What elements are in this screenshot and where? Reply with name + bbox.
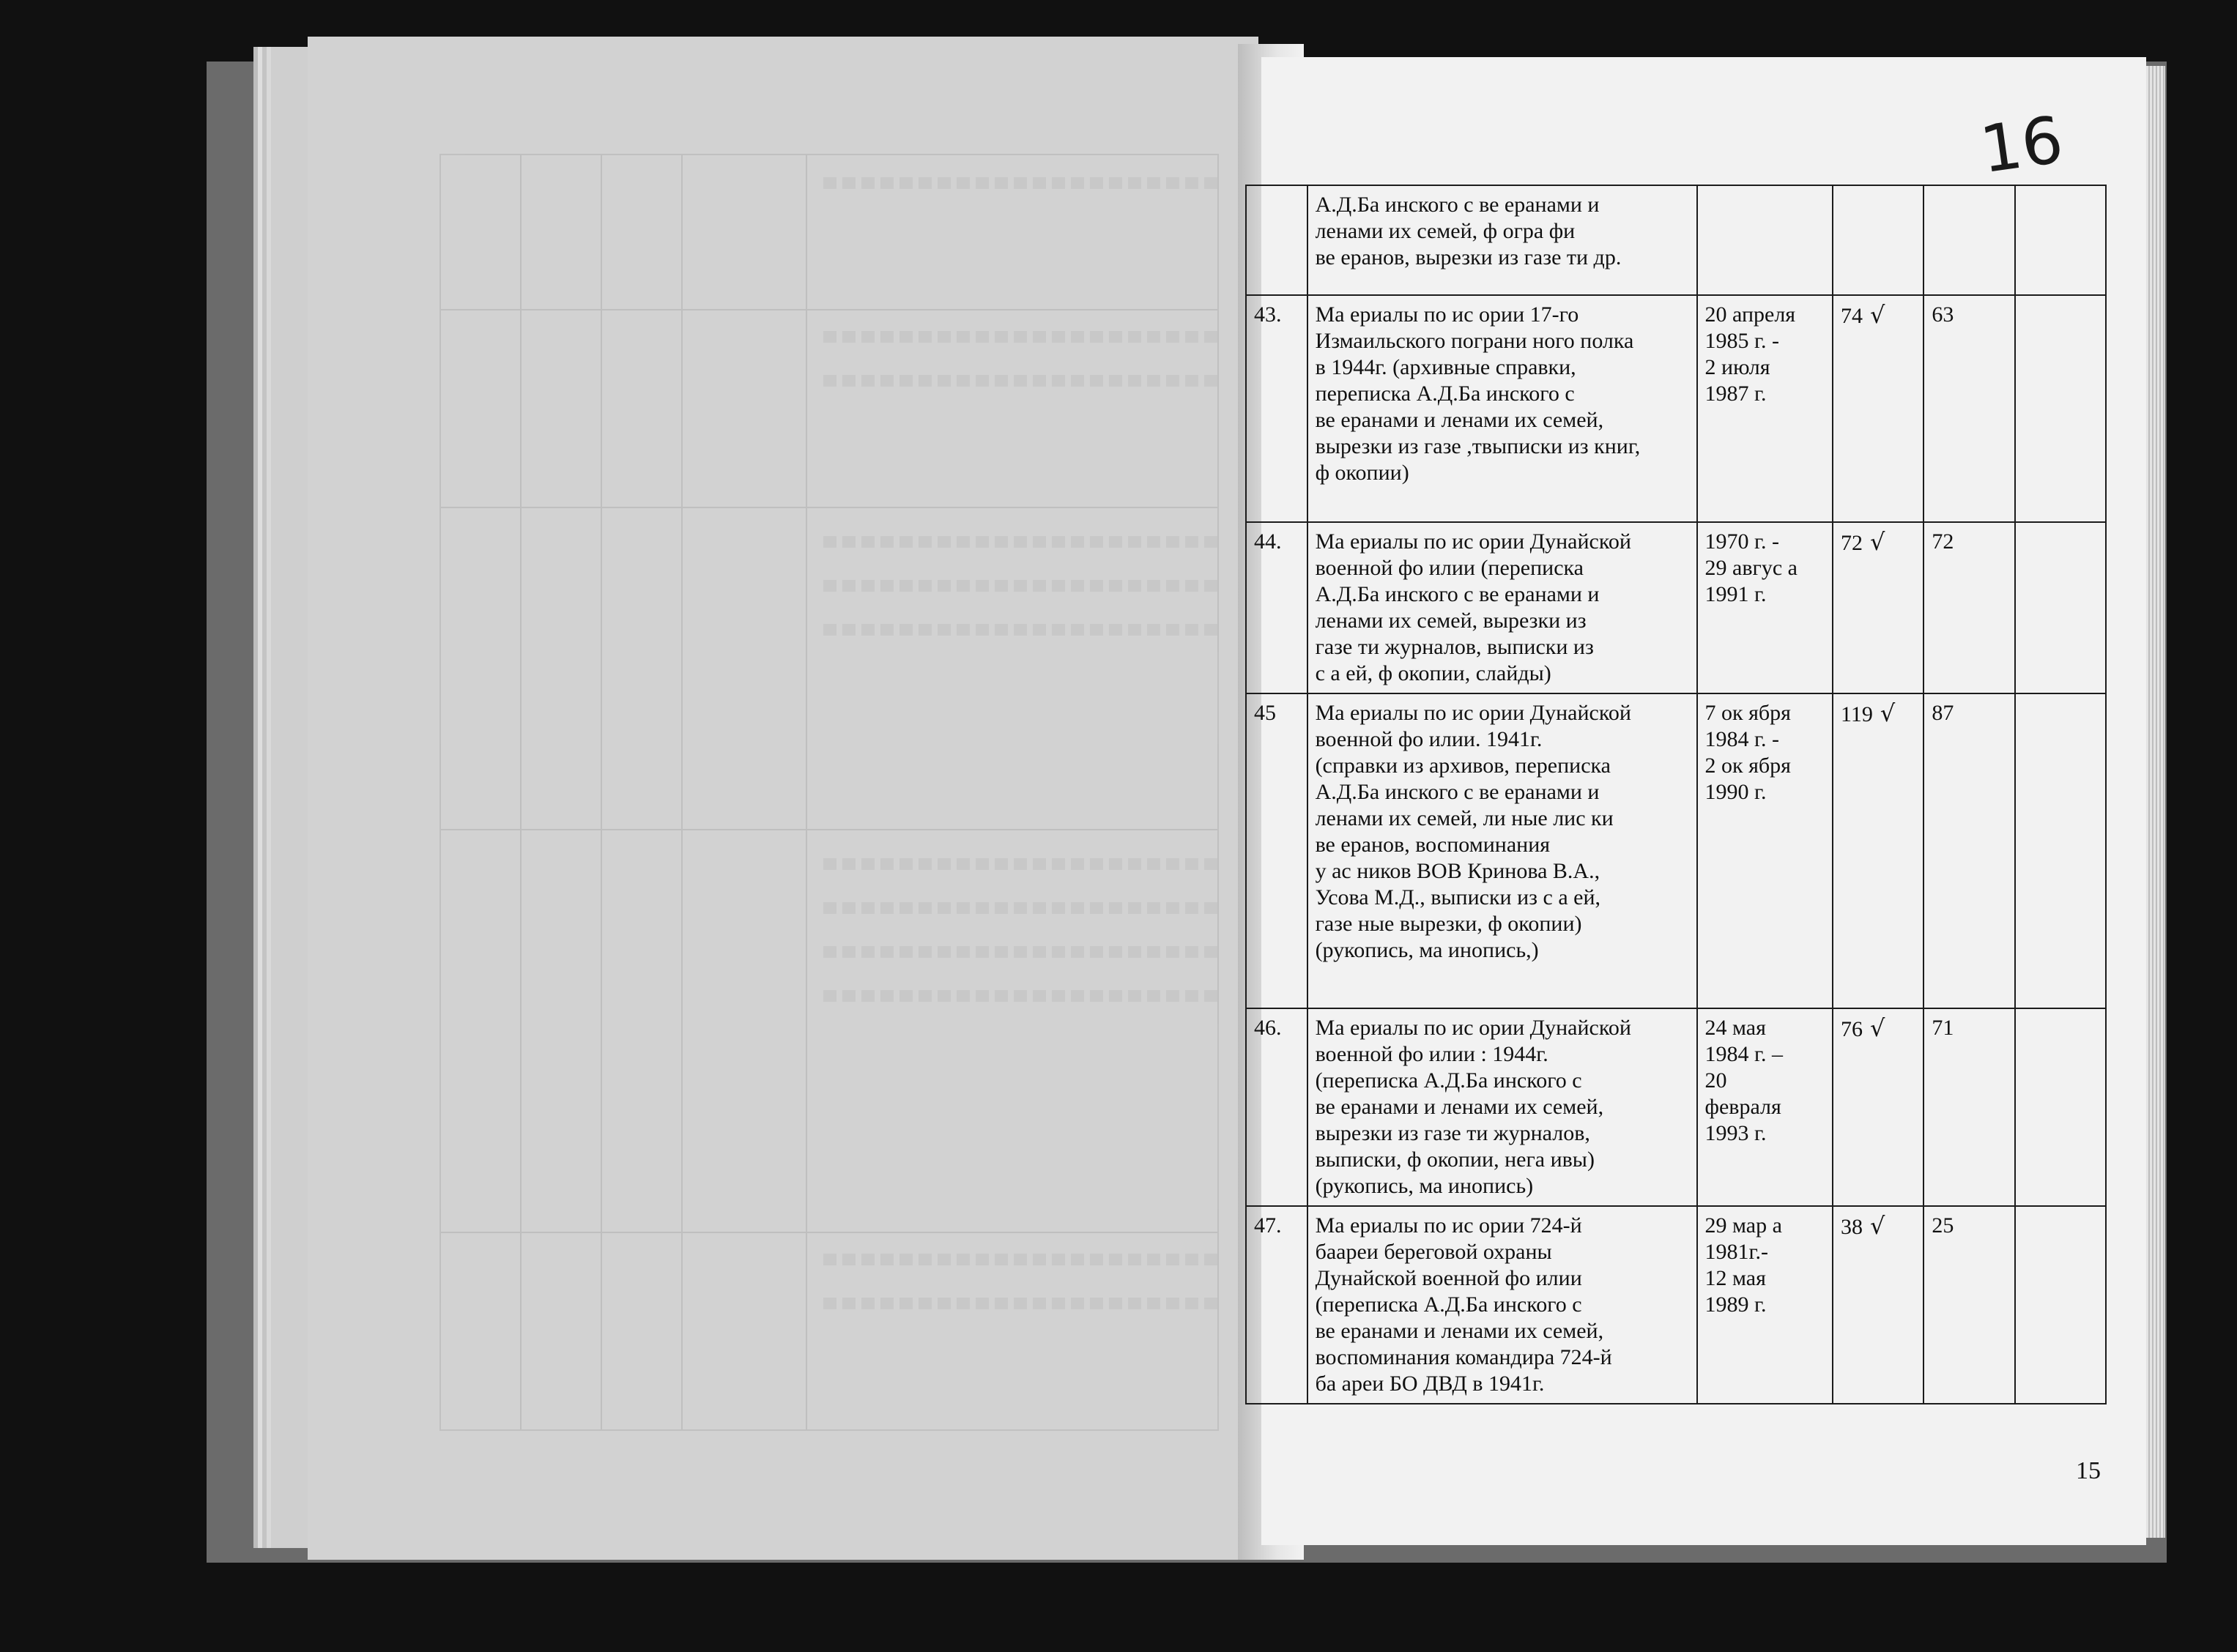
- date-line: 20 апреля: [1704, 302, 1796, 327]
- title-line: с а ей, ф окопии, слайды): [1315, 661, 1551, 685]
- title-line: выписки, ф окопии, нега ивы): [1315, 1147, 1595, 1172]
- table-row: [1246, 1206, 2106, 1404]
- sheet-count: [1833, 1008, 1923, 1206]
- sheet-count-value: 76: [1841, 1017, 1863, 1041]
- table-row: [1246, 185, 2106, 295]
- title-line: А.Д.Ба инского с ве еранами и: [1315, 193, 1600, 217]
- case-title: [1307, 522, 1697, 693]
- date-line: 2 июля: [1704, 355, 1770, 379]
- case-dates: [1697, 295, 1833, 522]
- sheet-count-value: 119: [1841, 702, 1873, 726]
- case-number: 87: [1923, 693, 2014, 1008]
- title-line: ленами их семей, ф огра фи: [1315, 219, 1576, 243]
- note-cell: [2015, 1206, 2106, 1404]
- title-line: переписка А.Д.Ба инского с: [1315, 382, 1575, 406]
- row-number: 47.: [1246, 1206, 1307, 1404]
- case-dates: [1697, 185, 1833, 295]
- title-line: Ма ериалы по ис ории Дунайской: [1315, 1016, 1631, 1040]
- sheet-count-value: 72: [1841, 531, 1863, 555]
- title-line: Ма ериалы по ис ории Дунайской: [1315, 529, 1631, 554]
- row-number: 46.: [1246, 1008, 1307, 1206]
- title-line: Ма ериалы по ис ории 17-го: [1315, 302, 1579, 327]
- date-line: 1984 г. -: [1704, 727, 1779, 751]
- title-line: газе ные вырезки, ф окопии): [1315, 912, 1582, 936]
- title-line: Усова М.Д., выписки из с а ей,: [1315, 885, 1601, 909]
- note-cell: [2015, 295, 2106, 522]
- page-edges: [2146, 66, 2165, 1538]
- case-number: 63: [1923, 295, 2014, 522]
- sheet-count: [1833, 693, 1923, 1008]
- title-line: (переписка А.Д.Ба инского с: [1315, 1068, 1582, 1093]
- row-number: [1246, 185, 1307, 295]
- handwritten-folio: 16: [1976, 101, 2068, 188]
- case-title: [1307, 295, 1697, 522]
- date-line: 24 мая: [1704, 1016, 1766, 1040]
- case-number: 71: [1923, 1008, 2014, 1206]
- case-title: [1307, 693, 1697, 1008]
- date-line: 29 мар а: [1704, 1213, 1782, 1238]
- title-line: военной фо илии : 1944г.: [1315, 1042, 1548, 1066]
- row-number: 45: [1246, 693, 1307, 1008]
- title-line: в 1944г. (архивные справки,: [1315, 355, 1576, 379]
- case-number: [1923, 185, 2014, 295]
- date-line: 1970 г. -: [1704, 529, 1779, 554]
- checkmark-icon: √: [1870, 1014, 1885, 1042]
- case-dates: [1697, 1008, 1833, 1206]
- date-line: 1981г.-: [1704, 1240, 1768, 1264]
- note-cell: [2015, 1008, 2106, 1206]
- sheet-count: [1833, 185, 1923, 295]
- title-line: ве еранами и ленами их семей,: [1315, 408, 1604, 432]
- date-line: 2 ок ября: [1704, 754, 1791, 778]
- table-row: [1246, 1008, 2106, 1206]
- title-line: Дунайской военной фо илии: [1315, 1266, 1582, 1290]
- title-line: (справки из архивов, переписка: [1315, 754, 1611, 778]
- case-number: 25: [1923, 1206, 2014, 1404]
- title-line: Ма ериалы по ис ории 724-й: [1315, 1213, 1582, 1238]
- date-line: 1987 г.: [1704, 382, 1767, 406]
- inventory-table: [1245, 185, 2107, 1404]
- note-cell: [2015, 522, 2106, 693]
- title-line: ве еранами и ленами их семей,: [1315, 1095, 1604, 1119]
- table-row: [1246, 693, 2106, 1008]
- note-cell: [2015, 185, 2106, 295]
- sheet-count: [1833, 522, 1923, 693]
- title-line: вырезки из газе ти журналов,: [1315, 1121, 1590, 1145]
- title-line: А.Д.Ба инского с ве еранами и: [1315, 582, 1600, 606]
- checkmark-icon: √: [1870, 301, 1885, 329]
- date-line: 1985 г. -: [1704, 329, 1779, 353]
- sheet-count: [1833, 1206, 1923, 1404]
- title-line: ленами их семей, вырезки из: [1315, 609, 1587, 633]
- title-line: ве еранов, вырезки из газе ти др.: [1315, 245, 1622, 269]
- title-line: (рукопись, ма инопись): [1315, 1174, 1534, 1198]
- date-line: 1993 г.: [1704, 1121, 1767, 1145]
- date-line: 20: [1704, 1068, 1727, 1093]
- table-row: [1246, 522, 2106, 693]
- sheet-count-value: 38: [1841, 1215, 1863, 1239]
- case-title: [1307, 185, 1697, 295]
- date-line: 1991 г.: [1704, 582, 1767, 606]
- title-line: вырезки из газе ,твыписки из книг,: [1315, 434, 1641, 458]
- title-line: военной фо илии (переписка: [1315, 556, 1584, 580]
- date-line: 29 авгус а: [1704, 556, 1798, 580]
- date-line: 7 ок ября: [1704, 701, 1791, 725]
- row-number: 43.: [1246, 295, 1307, 522]
- case-dates: [1697, 1206, 1833, 1404]
- page-number: 15: [2076, 1457, 2101, 1484]
- date-line: 1989 г.: [1704, 1292, 1767, 1317]
- checkmark-icon: √: [1870, 528, 1885, 556]
- title-line: ф окопии): [1315, 461, 1409, 485]
- title-line: военной фо илии. 1941г.: [1315, 727, 1543, 751]
- table-row: [1246, 295, 2106, 522]
- date-line: 12 мая: [1704, 1266, 1766, 1290]
- case-dates: [1697, 693, 1833, 1008]
- title-line: Ма ериалы по ис ории Дунайской: [1315, 701, 1631, 725]
- title-line: ве еранов, воспоминания: [1315, 833, 1551, 857]
- title-line: газе ти журналов, выписки из: [1315, 635, 1594, 659]
- date-line: 1984 г. –: [1704, 1042, 1783, 1066]
- checkmark-icon: √: [1880, 699, 1896, 727]
- date-line: 1990 г.: [1704, 780, 1767, 804]
- case-title: [1307, 1206, 1697, 1404]
- note-cell: [2015, 693, 2106, 1008]
- title-line: А.Д.Ба инского с ве еранами и: [1315, 780, 1600, 804]
- checkmark-icon: √: [1870, 1212, 1885, 1240]
- case-title: [1307, 1008, 1697, 1206]
- title-line: Измаильского пограни ного полка: [1315, 329, 1634, 353]
- sheet-count-value: 74: [1841, 304, 1863, 328]
- bleed-through-table: [439, 154, 1219, 1431]
- title-line: у ас ников ВОВ Кринова В.А.,: [1315, 859, 1600, 883]
- title-line: ба ареи БО ДВД в 1941г.: [1315, 1372, 1545, 1396]
- title-line: ленами их семей, ли ные лис ки: [1315, 806, 1614, 830]
- title-line: (переписка А.Д.Ба инского с: [1315, 1292, 1582, 1317]
- title-line: баареи береговой охраны: [1315, 1240, 1552, 1264]
- title-line: воспоминания командира 724-й: [1315, 1345, 1612, 1369]
- title-line: ве еранами и ленами их семей,: [1315, 1319, 1604, 1343]
- title-line: (рукопись, ма инопись,): [1315, 938, 1539, 962]
- row-number: 44.: [1246, 522, 1307, 693]
- case-number: 72: [1923, 522, 2014, 693]
- sheet-count: [1833, 295, 1923, 522]
- date-line: февраля: [1704, 1095, 1781, 1119]
- case-dates: [1697, 522, 1833, 693]
